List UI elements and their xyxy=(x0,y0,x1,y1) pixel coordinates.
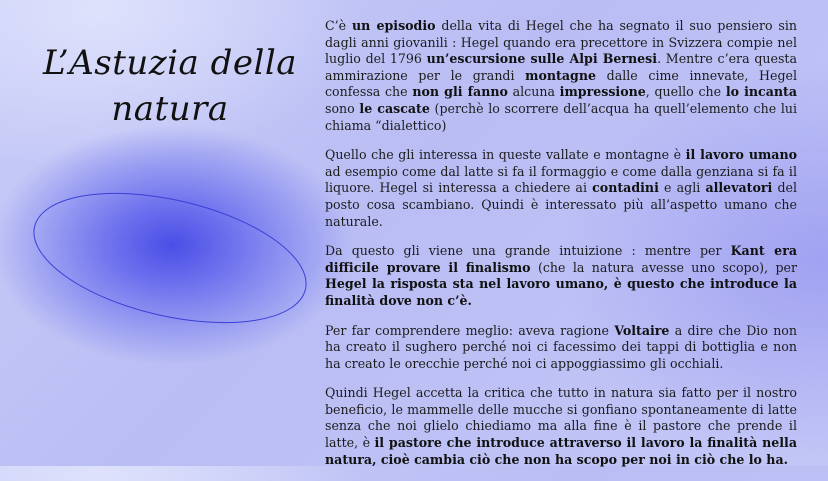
text-run: ad esempio come dal latte si fa il formaggio e come dalla genziana si fa il liquore. Hegel si interessa a chiedere ai xyxy=(325,163,797,196)
bold-text: lo incanta xyxy=(725,84,797,100)
bold-text: contadini xyxy=(592,180,659,196)
bold-text: allevatori xyxy=(705,180,773,196)
text-run: , quello che xyxy=(645,84,726,100)
text-run: e agli xyxy=(658,180,706,196)
bold-text: Voltaire xyxy=(614,322,670,338)
text-run: (che la natura avesse uno scopo), per xyxy=(530,259,797,275)
ellipse-outline xyxy=(22,170,319,346)
paragraph-1 xyxy=(325,18,797,134)
text-run: Da questo gli viene una grande intuizione : mentre per xyxy=(325,243,731,259)
paragraph-4 xyxy=(325,323,797,373)
text-run: Quello che gli interessa in queste vallate e montagne è xyxy=(325,147,686,163)
text-run: della vita di Hegel che ha segnato il suo pensiero sin dagli anni giovanili : Hegel quando era precettore in Svizzera compie nel luglio del 1796 xyxy=(325,18,797,67)
bold-text: un’escursione sulle Alpi Bernesi xyxy=(426,51,658,67)
text-run: C’è xyxy=(325,18,352,33)
paragraph-3 xyxy=(325,243,797,309)
bold-text: Hegel la risposta sta nel lavoro umano, è questo che introduce la finalità dove non c’è. xyxy=(325,276,797,308)
text-run: sono xyxy=(325,100,360,116)
text-run: a dire che Dio non ha creato il sughero perché noi ci facessimo dei tappi di bottiglia e non ha creato le orecchie perché noi ci appoggiassimo gli occhiali. xyxy=(325,322,797,371)
text-run: Per far comprendere meglio: aveva ragione xyxy=(325,322,615,338)
bold-text: impressione xyxy=(559,84,646,100)
text-run: del posto cosa scambiano. Quindi è interessato più all’aspetto umano che naturale. xyxy=(325,180,798,229)
text-run: Quindi Hegel accetta la critica che tutto in natura sia fatto per il nostro beneficio, le mammelle delle mucche si gonfiano spontaneamente di latte senza che noi glielo chiediamo ma alla fine è il pastore che prende il latte, è xyxy=(325,385,797,451)
bold-text: non gli fanno xyxy=(412,84,508,100)
bold-text: Kant era difficile provare il finalismo xyxy=(325,243,797,275)
paragraph-5 xyxy=(325,385,797,468)
bold-text: le cascate xyxy=(359,100,430,116)
text-run: (perchè lo scorrere dell’acqua ha quell’elemento che lui chiama “dialettico) xyxy=(325,100,797,133)
bold-text: montagne xyxy=(525,67,597,83)
text-run: alcuna xyxy=(507,84,560,100)
slide-title: L’Astuzia della natura xyxy=(42,43,298,129)
text-run: . Mentre c’era questa ammirazione per le grandi xyxy=(325,51,797,83)
paragraph-2 xyxy=(325,147,797,230)
bold-text: un episodio xyxy=(351,18,436,33)
bold-text: il lavoro umano xyxy=(685,147,798,163)
text-run: dalle cime innevate, Hegel confessa che xyxy=(325,67,797,100)
body-text xyxy=(325,18,797,481)
bold-text: il pastore che introduce attraverso il lavoro la finalità nella natura, cioè cambia ciò che non ha scopo per noi in ciò che lo ha. xyxy=(325,435,797,467)
